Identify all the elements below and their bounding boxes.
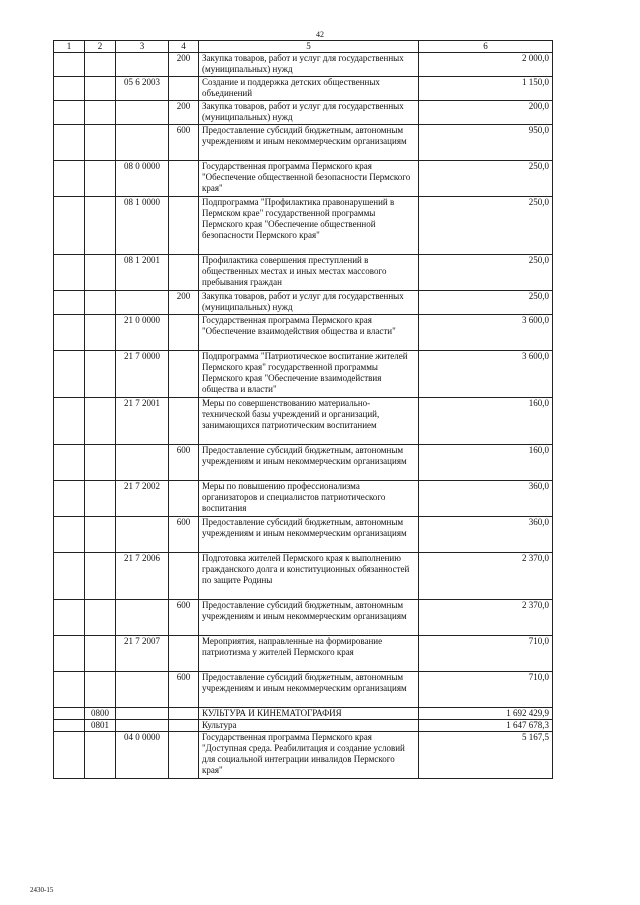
table-row	[54, 315, 553, 351]
cell-description: Меры по повышению профессионализма организаторов и специалистов патриотического воспитания	[199, 481, 419, 517]
cell-description: Предоставление субсидий бюджетным, автономным учреждениям и иным некоммерческим организациям	[199, 125, 419, 161]
cell-description: Предоставление субсидий бюджетным, автономным учреждениям и иным некоммерческим организациям	[199, 672, 419, 708]
cell-expense-type	[169, 255, 199, 291]
cell-expense-type: 600	[169, 600, 199, 636]
cell-subsection	[85, 101, 116, 125]
column-header: 4	[169, 41, 199, 53]
cell-expense-type: 600	[169, 672, 199, 708]
cell-amount: 200,0	[419, 101, 553, 125]
cell-amount: 250,0	[419, 161, 553, 197]
cell-subsection	[85, 197, 116, 255]
table-header-row	[54, 41, 553, 53]
column-header: 3	[116, 41, 169, 53]
table-row	[54, 398, 553, 445]
cell-section	[54, 53, 85, 77]
cell-subsection	[85, 481, 116, 517]
cell-description: Закупка товаров, работ и услуг для государственных (муниципальных) нужд	[199, 291, 419, 315]
cell-amount: 160,0	[419, 398, 553, 445]
cell-expense-type	[169, 197, 199, 255]
cell-subsection	[85, 553, 116, 600]
cell-target-article: 21 7 0000	[116, 351, 169, 398]
cell-description: Мероприятия, направленные на формирование патриотизма у жителей Пермского края	[199, 636, 419, 672]
table-row	[54, 161, 553, 197]
cell-expense-type	[169, 636, 199, 672]
table-row	[54, 481, 553, 517]
cell-subsection	[85, 636, 116, 672]
cell-section	[54, 101, 85, 125]
cell-section	[54, 732, 85, 779]
cell-description: Культура	[199, 720, 419, 732]
cell-section	[54, 255, 85, 291]
cell-amount: 5 167,5	[419, 732, 553, 779]
column-header: 6	[419, 41, 553, 53]
table-row	[54, 291, 553, 315]
cell-section	[54, 600, 85, 636]
cell-target-article: 21 7 2002	[116, 481, 169, 517]
cell-expense-type	[169, 481, 199, 517]
cell-target-article: 08 0 0000	[116, 161, 169, 197]
cell-amount: 710,0	[419, 636, 553, 672]
cell-section	[54, 161, 85, 197]
table-row	[54, 255, 553, 291]
cell-subsection	[85, 517, 116, 553]
cell-target-article	[116, 708, 169, 720]
column-header: 2	[85, 41, 116, 53]
table-row	[54, 553, 553, 600]
cell-description: Государственная программа Пермского края "Обеспечение взаимодействия общества и власти"	[199, 315, 419, 351]
cell-subsection	[85, 445, 116, 481]
cell-amount: 1 150,0	[419, 77, 553, 101]
cell-expense-type	[169, 720, 199, 732]
cell-amount: 2 370,0	[419, 600, 553, 636]
cell-section	[54, 553, 85, 600]
cell-target-article	[116, 445, 169, 481]
cell-target-article: 08 1 0000	[116, 197, 169, 255]
table-row	[54, 708, 553, 720]
page-number: 42	[316, 30, 324, 39]
cell-target-article	[116, 291, 169, 315]
cell-subsection	[85, 291, 116, 315]
cell-description: Профилактика совершения преступлений в общественных местах и иных местах массового пребывания граждан	[199, 255, 419, 291]
cell-expense-type: 200	[169, 101, 199, 125]
cell-subsection	[85, 398, 116, 445]
table-row	[54, 672, 553, 708]
cell-section	[54, 398, 85, 445]
cell-amount: 250,0	[419, 291, 553, 315]
cell-description: Подпрограмма "Патриотическое воспитание жителей Пермского края" государственной программы Пермского края "Обеспечение взаимодействия общества и власти"	[199, 351, 419, 398]
table-row	[54, 101, 553, 125]
cell-description: Закупка товаров, работ и услуг для государственных (муниципальных) нужд	[199, 101, 419, 125]
cell-target-article	[116, 53, 169, 77]
table-row	[54, 77, 553, 101]
cell-description: Предоставление субсидий бюджетным, автономным учреждениям и иным некоммерческим организациям	[199, 517, 419, 553]
cell-amount: 3 600,0	[419, 351, 553, 398]
cell-amount: 1 692 429,9	[419, 708, 553, 720]
cell-subsection: 0800	[85, 708, 116, 720]
cell-section	[54, 197, 85, 255]
cell-expense-type: 200	[169, 53, 199, 77]
cell-expense-type: 600	[169, 445, 199, 481]
cell-amount: 360,0	[419, 481, 553, 517]
cell-description: Подготовка жителей Пермского края к выполнению гражданского долга и конституционных обязанностей по защите Родины	[199, 553, 419, 600]
cell-amount: 250,0	[419, 255, 553, 291]
table-row	[54, 125, 553, 161]
cell-expense-type	[169, 708, 199, 720]
cell-section	[54, 77, 85, 101]
cell-expense-type	[169, 732, 199, 779]
cell-section	[54, 291, 85, 315]
table-row	[54, 636, 553, 672]
cell-section	[54, 481, 85, 517]
table-row	[54, 445, 553, 481]
cell-target-article	[116, 672, 169, 708]
cell-amount: 1 647 678,3	[419, 720, 553, 732]
cell-expense-type	[169, 315, 199, 351]
cell-expense-type	[169, 351, 199, 398]
cell-target-article	[116, 720, 169, 732]
cell-section	[54, 672, 85, 708]
cell-expense-type: 200	[169, 291, 199, 315]
cell-section	[54, 720, 85, 732]
table-row	[54, 600, 553, 636]
cell-description: КУЛЬТУРА И КИНЕМАТОГРАФИЯ	[199, 708, 419, 720]
cell-target-article: 21 7 2007	[116, 636, 169, 672]
cell-target-article	[116, 600, 169, 636]
cell-description: Государственная программа Пермского края "Доступная среда. Реабилитация и создание условий для социальной интеграции инвалидов Пермского края"	[199, 732, 419, 779]
cell-section	[54, 125, 85, 161]
cell-subsection	[85, 315, 116, 351]
cell-amount: 2 370,0	[419, 553, 553, 600]
cell-section	[54, 636, 85, 672]
cell-description: Закупка товаров, работ и услуг для государственных (муниципальных) нужд	[199, 53, 419, 77]
cell-target-article: 05 6 2003	[116, 77, 169, 101]
cell-section	[54, 445, 85, 481]
cell-subsection	[85, 161, 116, 197]
cell-description: Предоставление субсидий бюджетным, автономным учреждениям и иным некоммерческим организациям	[199, 600, 419, 636]
cell-amount: 950,0	[419, 125, 553, 161]
cell-subsection	[85, 600, 116, 636]
table-row	[54, 53, 553, 77]
cell-expense-type	[169, 77, 199, 101]
cell-expense-type	[169, 161, 199, 197]
cell-section	[54, 351, 85, 398]
cell-description: Подпрограмма "Профилактика правонарушений в Пермском крае" государственной программы Пермского края "Обеспечение общественной безопасности Пермского края"	[199, 197, 419, 255]
cell-subsection	[85, 125, 116, 161]
cell-subsection	[85, 672, 116, 708]
cell-expense-type	[169, 398, 199, 445]
table-row	[54, 732, 553, 779]
budget-table	[53, 40, 553, 779]
cell-expense-type	[169, 553, 199, 600]
cell-subsection	[85, 77, 116, 101]
cell-target-article	[116, 125, 169, 161]
table-row	[54, 720, 553, 732]
column-header: 5	[199, 41, 419, 53]
cell-subsection	[85, 53, 116, 77]
cell-description: Предоставление субсидий бюджетным, автономным учреждениям и иным некоммерческим организациям	[199, 445, 419, 481]
cell-subsection: 0801	[85, 720, 116, 732]
cell-amount: 3 600,0	[419, 315, 553, 351]
cell-section	[54, 517, 85, 553]
cell-expense-type: 600	[169, 125, 199, 161]
cell-amount: 160,0	[419, 445, 553, 481]
column-header: 1	[54, 41, 85, 53]
cell-target-article	[116, 101, 169, 125]
cell-target-article: 21 7 2006	[116, 553, 169, 600]
cell-target-article: 08 1 2001	[116, 255, 169, 291]
table-row	[54, 517, 553, 553]
cell-subsection	[85, 732, 116, 779]
cell-amount: 250,0	[419, 197, 553, 255]
table-row	[54, 351, 553, 398]
cell-target-article: 04 0 0000	[116, 732, 169, 779]
cell-target-article: 21 0 0000	[116, 315, 169, 351]
cell-description: Создание и поддержка детских общественных объединений	[199, 77, 419, 101]
cell-target-article	[116, 517, 169, 553]
cell-expense-type: 600	[169, 517, 199, 553]
table-row	[54, 197, 553, 255]
cell-section	[54, 708, 85, 720]
cell-amount: 360,0	[419, 517, 553, 553]
cell-section	[54, 315, 85, 351]
cell-target-article: 21 7 2001	[116, 398, 169, 445]
cell-description: Государственная программа Пермского края "Обеспечение общественной безопасности Пермского края"	[199, 161, 419, 197]
cell-subsection	[85, 351, 116, 398]
document-code: 2430-15	[30, 886, 54, 894]
cell-subsection	[85, 255, 116, 291]
cell-description: Меры по совершенствованию материально-технической базы учреждений и организаций, занимающихся патриотическим воспитанием	[199, 398, 419, 445]
cell-amount: 2 000,0	[419, 53, 553, 77]
cell-amount: 710,0	[419, 672, 553, 708]
